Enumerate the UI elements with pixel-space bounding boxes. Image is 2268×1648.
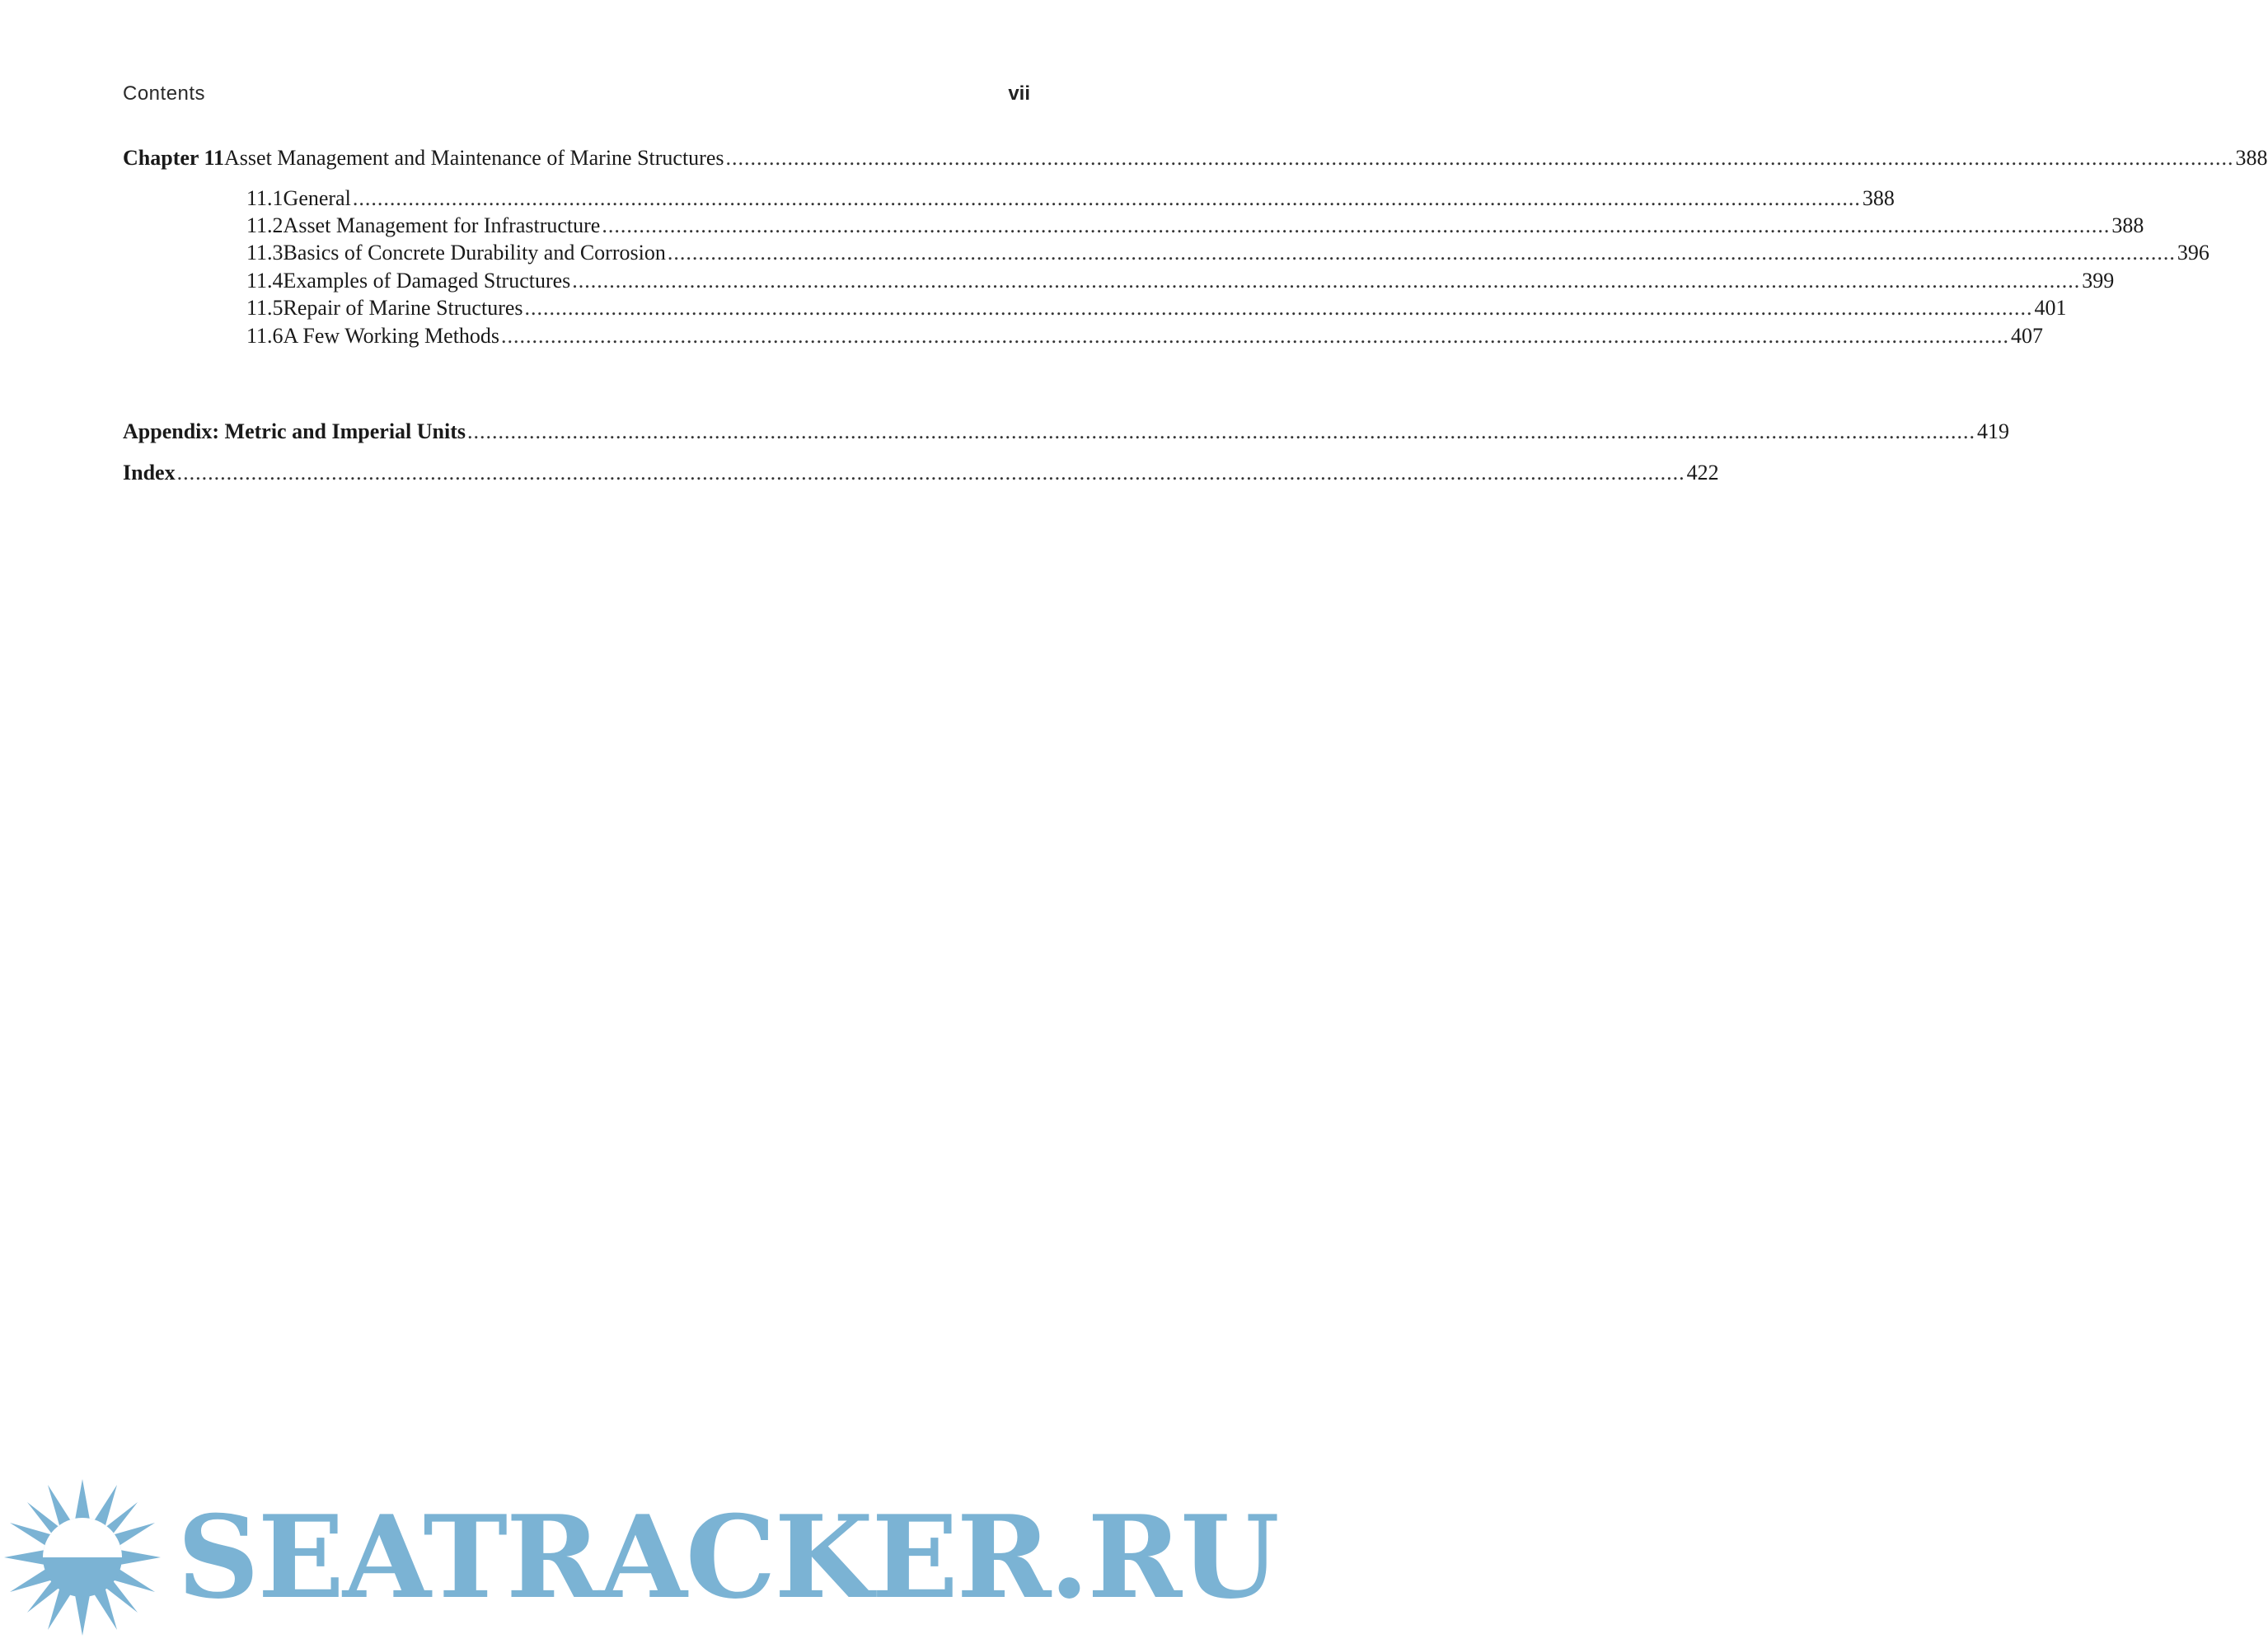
toc-section-11-1[interactable] <box>246 185 1895 212</box>
section-title: Repair of Marine Structures <box>283 296 523 320</box>
section-number: 11.2 <box>246 213 284 237</box>
toc-section-11-2[interactable] <box>246 213 2144 239</box>
dot-leader <box>501 323 2009 349</box>
section-page: 388 <box>2111 213 2144 237</box>
index-page: 422 <box>1686 461 1719 485</box>
dot-leader <box>353 185 1861 212</box>
chapter-label: Chapter 11 <box>123 146 225 170</box>
dot-leader <box>525 295 2033 321</box>
running-head <box>123 82 1030 110</box>
dot-leader <box>572 268 2080 294</box>
toc-section-11-5[interactable] <box>246 295 2067 321</box>
section-title: Basics of Concrete Durability and Corrosion <box>283 241 666 265</box>
section-title: General <box>283 186 351 210</box>
section-number: 11.5 <box>246 296 284 320</box>
section-title: Examples of Damaged Structures <box>283 269 571 293</box>
section-number: 11.1 <box>246 186 284 210</box>
toc-chapter-11[interactable] <box>123 145 2268 171</box>
toc-section-11-3[interactable] <box>246 240 2209 266</box>
page-number: vii <box>1008 82 1030 105</box>
appendix-title: Appendix: Metric and Imperial Units <box>123 419 466 443</box>
section-page: 399 <box>2082 269 2115 293</box>
dot-leader <box>726 145 2234 171</box>
section-number: 11.4 <box>246 269 284 293</box>
toc-appendix[interactable] <box>123 419 2009 445</box>
sun-icon <box>0 1475 173 1640</box>
appendix-page: 419 <box>1977 419 2009 443</box>
section-page: 396 <box>2177 241 2209 265</box>
section-page: 407 <box>2011 324 2044 348</box>
watermark-text: SEATRACKER.RU <box>177 1490 1278 1624</box>
chapter-page: 388 <box>2235 146 2268 170</box>
index-title: Index <box>123 461 176 485</box>
watermark-logo <box>0 1475 1278 1640</box>
section-title: Asset Management for Infrastructure <box>283 213 601 237</box>
chapter-title: Asset Management and Maintenance of Marine Structures <box>224 146 724 170</box>
toc-section-11-6[interactable] <box>246 323 2044 349</box>
dot-leader <box>668 240 2176 266</box>
dot-leader <box>467 419 1975 445</box>
section-page: 388 <box>1862 186 1895 210</box>
toc-section-11-4[interactable] <box>246 268 2115 294</box>
running-title: Contents <box>123 82 206 105</box>
section-number: 11.3 <box>246 241 284 265</box>
section-title: A Few Working Methods <box>283 324 500 348</box>
dot-leader <box>602 213 2110 239</box>
section-number: 11.6 <box>246 324 284 348</box>
dot-leader <box>177 460 1685 486</box>
section-page: 401 <box>2034 296 2067 320</box>
toc-index[interactable] <box>123 460 1719 486</box>
